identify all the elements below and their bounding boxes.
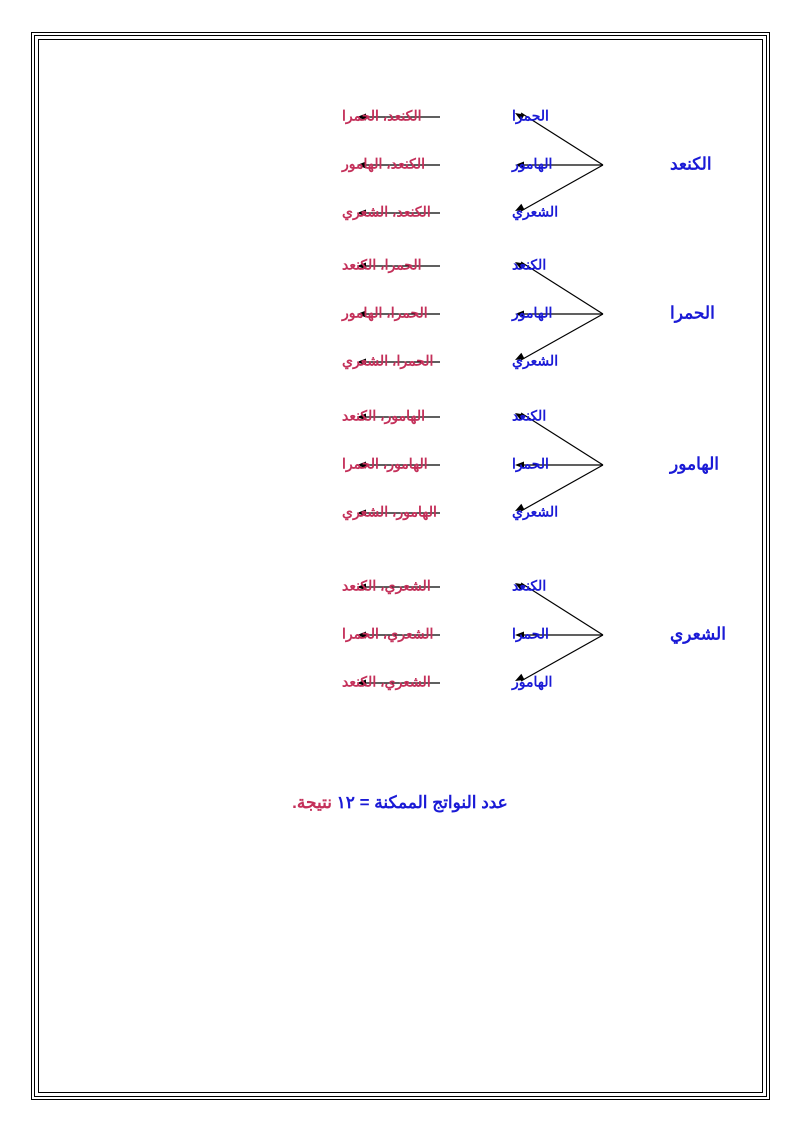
result-label: الشعري، الحمرا [342, 625, 434, 642]
result-label: الكنعد، الهامور [342, 155, 425, 172]
child-label: الكنعد [512, 577, 547, 594]
result-label: الحمرا، الكنعد [342, 256, 422, 273]
summary-lead: عدد النواتج الممكنة = [354, 793, 508, 812]
child-label: الكنعد [512, 407, 547, 424]
root-label: الهامور [670, 454, 720, 474]
child-label: الكنعد [512, 256, 547, 273]
child-label: الهامور [512, 673, 553, 690]
result-label: الكنعد، الحمرا [342, 107, 422, 124]
root-label: الحمرا [670, 303, 715, 323]
child-label: الحمرا [512, 625, 549, 642]
result-label: الهامور، الشعري [342, 503, 437, 520]
root-label: الكنعد [670, 154, 712, 174]
summary-count: ١٢ [336, 793, 355, 812]
root-label: الشعري [670, 624, 726, 644]
outcome-count-summary [0, 793, 800, 813]
result-label: الهامور، الحمرا [342, 455, 428, 472]
result-label: الشعري، الكنعد [342, 673, 431, 690]
child-label: الهامور [512, 304, 553, 321]
result-label: الحمرا، الهامور [342, 304, 428, 321]
child-label: الحمرا [512, 107, 549, 124]
child-label: الشعري [512, 203, 559, 220]
child-label: الهامور [512, 155, 553, 172]
child-label: الشعري [512, 352, 559, 369]
result-label: الشعري، الكنعد [342, 577, 431, 594]
child-label: الحمرا [512, 455, 549, 472]
summary-unit: نتيجة. [292, 793, 337, 812]
result-label: الحمرا، الشعري [342, 352, 434, 369]
result-label: الكنعد، الشعري [342, 203, 431, 220]
result-label: الهامور، الكنعد [342, 407, 425, 424]
child-label: الشعري [512, 503, 559, 520]
